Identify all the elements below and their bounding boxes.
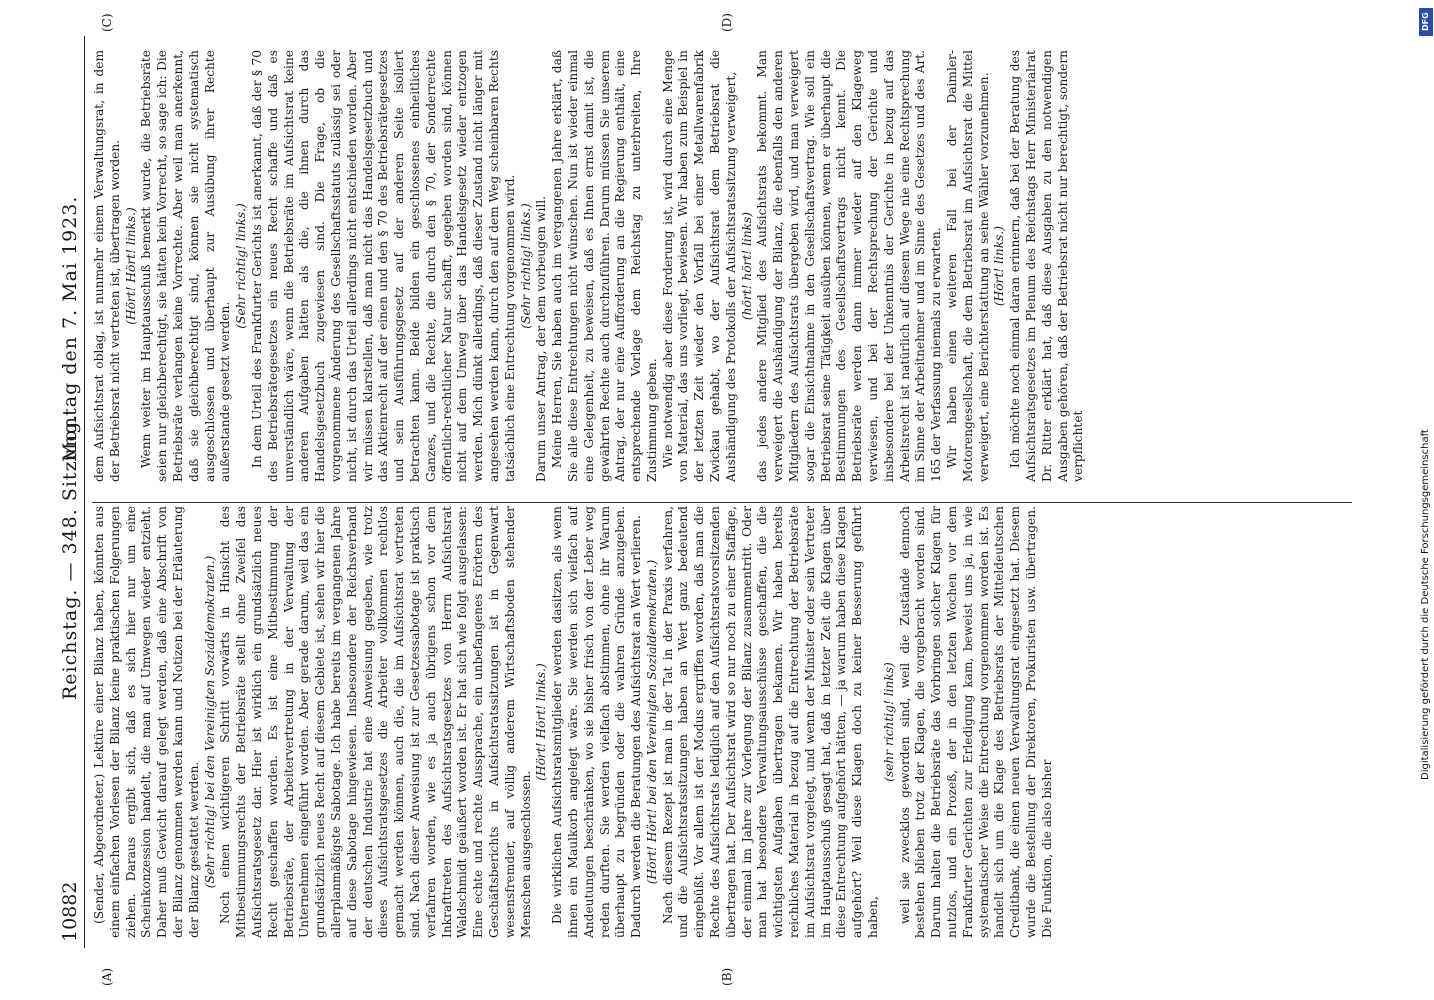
interjection: (Sehr richtig! bei den Vereinigten Sozialdemokraten.) (202, 555, 217, 889)
paragraph: Nach diesem Rezept ist man in der Tat in der Praxis verfahren, und die Aufsichtsratssitzungen haben an Wert ganz bedeutend eingebüßt. Vor allem ist der Modus ergriffen worden, daß man die Rechte des Aufsichtsrats lediglich auf den Aufsichtsratsvorsitzenden übertragen hat. Der Aufsichtsrat wird so nur noch zu einer Staffage, der einmal im Jahre zur Vorlegung der Bilanz zusammentritt. Oder man hat besondere Verwaltungsausschüsse geschaffen, die die wichtigsten Aufgaben übertragen bekamen. Wir haben bereits reichliches Material in bezug auf die Entrechtung der Betriebsräte im Aufsichtsrat vorgelegt, und wenn der Minister oder sein Vertreter im Hauptausschuß gesagt hat, daß in letzter Zeit die Klagen über diese Entrechtung aufgehört hätten, — ja warum haben diese Klagen aufgehört? Weil diese Klagen doch zu keiner Besserung geführt haben, (660, 506, 881, 938)
margin-marker-a: (A) (100, 967, 114, 986)
digitization-watermark: Digitalisierung gefördert durch die Deutsche Forschungsgemeinschaft (1420, 429, 1431, 780)
dfg-logo: DFG (1419, 8, 1433, 36)
margin-marker-d: (D) (720, 13, 734, 32)
page-number: 10882 (59, 881, 81, 942)
header-session: Reichstag. — 348. Sitzung. (59, 413, 81, 700)
margin-marker-b: (B) (720, 967, 734, 986)
paragraph: Wie notwendig aber diese Forderung ist, wird durch eine Menge von Material, das uns vorliegt, bewiesen. Wir haben zum Beispiel in der letzten Zeit wieder den Vorfall bei einer Metallwarenfabrik Zwickau gehabt, wo der Aufsichtsrat dem Betriebsrat die Aushändigung des Protokolls der Aufsichtsratssitzung verweigert, (660, 50, 738, 482)
interjection: (Hört! Hört! links.) (123, 207, 138, 325)
paragraph: Meine Herren, Sie haben auch im vergangenen Jahre erklärt, daß Sie alle diese Entrechtungen nicht wünschen. Nun ist wieder einmal eine Gelegenheit, zu beweisen, daß es Ihnen ernst damit ist, die gewährten Rechte auch durchzuführen. Darum müssen Sie unserem Antrag, der nur eine Aufforderung an die Regierung enthält, eine entsprechende Vorlage dem Reichstag zu unterbreiten, Ihre Zustimmung geben. (550, 50, 659, 482)
paragraph: (Sender, Abgeordneter.) Lektüre einer Bilanz haben, könnten aus einem einfachen Vorlesen der Bilanz keine praktischen Folgerungen ziehen. Daraus ergibt sich, daß es sich hier nur um eine Scheinkonzession handelt, die man auf Umwegen wieder entzieht. Daher muß Gewicht darauf gelegt werden, daß eine Abschrift von der Bilanz genommen werden kann und Notizen bei der Erläuterung der Bilanz gestattet werden. (92, 506, 201, 938)
paragraph: Die wirklichen Aufsichtsratsmitglieder werden dasitzen, als wenn ihnen ein Maulkorb angelegt wäre. Sie werden sich vielfach auf Andeutungen beschränken, wo sie bisher frisch von der Leber weg reden durften. Sie werden vielfach abstimmen, ohne ihr Warum überhaupt zu begründen oder die wahren Gründe anzugeben. Dadurch werden die Beratungen des Aufsichtsrat an Wert verlieren. (550, 506, 644, 938)
paragraph: Ich möchte noch einmal daran erinnern, daß bei der Beratung des Aufsichtsratsgesetzes im Plenum des Reichstags Herr Ministerialrat Dr. Ritter erklärt hat, daß diese Ausgaben zu den notwendigen Ausgaben gehören, daß der Betriebsrat nicht nur berechtigt, sondern verpflichtet (1008, 50, 1086, 482)
column-divider (92, 502, 1352, 503)
interjection: (sehr richtig! links) (881, 662, 896, 782)
paragraph: Wir haben einen weiteren Fall bei der Daimler-Motorengesellschaft, die dem Betriebsrat im Aufsichtsrat die Mittel verweigert, eine Berichterstattung an seine Wähler vorzunehmen. (945, 50, 991, 482)
interjection: (Sehr richtig! links.) (234, 203, 249, 329)
paragraph: das jedes andere Mitglied des Aufsichtsrats bekommt. Man verweigert die Aushändigung der Bilanz, die ebenfalls den anderen Mitgliedern des Aufsichtsrats übergeben wird, und man verweigert sogar die Einsichtnahme in den Gesellschaftsvertrag. Wie soll ein Betriebsrat seine Tätigkeit ausüben können, wenn er überhaupt die Bestimmungen des Gesellschaftsvertrags nicht kennt. Die Betriebsräte werden dann immer wieder auf den Klageweg verwiesen, und bei der Rechtsprechung der Gerichte und insbesondere bei der Unkenntnis der Gerichte in bezug auf das Arbeitsrecht ist natürlich auf diesem Wege nie eine Rechtsprechung im Sinne der Arbeitnehmer und im Sinne des Gesetzes und des Art. 165 der Verfassung niemals zu erwarten. (755, 50, 944, 482)
paragraph: In dem Urteil des Frankfurter Gerichts ist anerkannt, daß der § 70 des Betriebsrätegesetzes ein neues Recht schaffe und daß es unverständlich wäre, wenn die Betriebsräte im Aufsichtsrat keine anderen Aufgaben hätten als die, die ihnen durch das Handelsgesetzbuch zugewiesen sind. Die Frage, ob die vorgenommene Änderung des Gesellschaftsstatuts zulässig sei oder nicht, ist durch das Urteil allerdings nicht entschieden worden. Aber wir müssen klarstellen, daß man nicht das Handelsgesetzbuch und das Aktienrecht auf der einen und den § 70 des Betriebsrätegesetzes und sein Ausführungsgesetz auf der anderen Seite isoliert betrachten kann. Beide bilden ein geschlossenes einheitliches Ganzes, und die Rechte, die durch den § 70, der Sonderrechte öffentlich-rechtlicher Natur schafft, gegeben worden sind, können nicht auf dem Umweg über das Handelsgesetz wieder entzogen werden. Mich dünkt allerdings, daß dieser Zustand nicht länger mit angesehen werden kann, durch den auf dem Weg scheinbaren Rechts tatsächlich eine Entrechtung vorgenommen wird. (249, 50, 517, 482)
interjection: (hört! hört! links) (739, 211, 754, 321)
paragraph: weil sie zwecklos geworden sind, weil die Zustände dennoch bestehen blieben trotz der Klagen, die vorgebracht worden sind. Darum halten die Betriebsräte das Vorbringen solcher Klagen für nutzlos, und ein Prozeß, der in den letzten Wochen vor dem Frankfurter Gerichten zur Erledigung kam, beweist uns ja, in wie systematischer Weise die Entrechtung vorgenommen worden ist. Es handelt sich um die Klage des Betriebsrats der Mitteldeutschen Creditbank, die einen neuen Verwaltungsrat eingesetzt hat. Diesem wurde die Bestellung der Direktoren, Prokuristen usw. übertragen. Die Funktion, die also bisher (897, 506, 1054, 938)
interjection: (Sehr richtig! links.) (518, 203, 533, 329)
paragraph: dem Aufsichtsrat oblag, ist nunmehr einem Verwaltungsrat, in dem der Betriebsrat nicht vertreten ist, übertragen worden. (92, 50, 122, 482)
paragraph: Darum unser Antrag, der dem vorbeugen will. (534, 195, 549, 482)
left-column (92, 506, 1352, 938)
margin-marker-c: (C) (100, 13, 114, 32)
interjection: (Hört! links.) (992, 225, 1007, 307)
interjection: (Hört! Hört! bei den Vereinigten Sozialdemokraten.) (644, 559, 659, 885)
right-column (92, 50, 1352, 482)
paragraph: Noch einen wichtigeren Schritt vorwärts in Hinsicht des Mitbestimmungsrechts der Betriebsräte stellt ohne Zweifel das Aufsichtsratsgesetz dar. Hier ist wirklich ein grundsätzlich neues Recht geschaffen worden. Es ist eine Mitbestimmung der Betriebsräte, der Arbeitervertretung in der Verwaltung der Unternehmen eingeführt worden. Aber gerade darum, weil das ein grundsätzlich neues Recht auf diesem Gebiete ist, sehen wir hier die allerplanmäßigste Sabotage. Ich habe bereits im vergangenen Jahre auf diese Sabotage hingewiesen. Insbesondere der Reichsverband der deutschen Industrie hat eine Anweisung gegeben, wie trotz dieses Aufsichtsratsgesetzes die Arbeiter vollkommen rechtlos gemacht werden können, auch die, die im Aufsichtsrat vertreten sind. Nach dieser Anweisung ist zur Gesetzessabotage ist praktisch verfahren worden, wie es ja auch übrigens schon vor dem Inkrafttreten des Aufsichtsratsgesetzes von Herrn Aufsichtsrat Waldschmidt geäußert worden ist. Er hat sich wie folgt ausgelassen: Eine echte und rechte Aussprache, ein unbefangenes Erörtern des Geschäftsberichts in Aufsichtsratssitzungen ist in Gegenwart wesensfremder, auf völlig anderem Wirtschaftsboden stehender Menschen ausgeschlossen. (218, 506, 533, 938)
page-header (58, 36, 85, 948)
interjection: (Hört! Hört! links.) (534, 663, 549, 781)
paragraph: Wenn weiter im Hauptausschuß bemerkt wurde, die Betriebsräte seien nur gleichberechtigt, sie hätten kein Vorrecht, so sage ich: Die Betriebsräte verlangen keine Vorrechte. Aber weil man anerkennt, daß sie gleichberechtigt sind, können sie nicht systematisch ausgeschlossen und überhaupt zur Ausübung ihrer Rechte außerstande gesetzt werden. (139, 50, 233, 482)
header-date: Montag den 7. Mai 1923. (59, 195, 81, 462)
